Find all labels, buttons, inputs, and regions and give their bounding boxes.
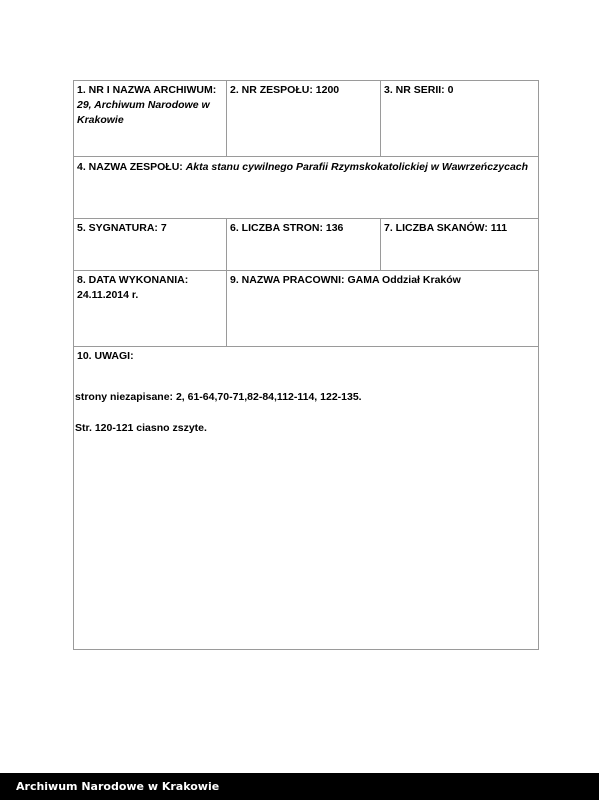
scans-count-value: 111 bbox=[490, 222, 508, 234]
signature-cell bbox=[74, 219, 227, 271]
date-label: 8. DATA WYKONANIA: bbox=[77, 274, 189, 286]
fonds-name-label: 4. NAZWA ZESPOŁU: bbox=[77, 161, 183, 173]
archive-cell bbox=[74, 81, 227, 157]
remarks-cell bbox=[74, 347, 538, 649]
signature-value: 7 bbox=[160, 222, 167, 234]
workshop-label: 9. NAZWA PRACOWNI: bbox=[230, 274, 345, 286]
signature-label: 5. SYGNATURA: bbox=[77, 222, 158, 234]
remarks-label: 10. UWAGI: bbox=[77, 350, 134, 362]
remarks-line-1: strony niezapisane: 2, 61-64,70-71,82-84,112-114, 122-135. bbox=[75, 391, 362, 403]
pages-count-label: 6. LICZBA STRON: bbox=[230, 222, 323, 234]
remarks-line-2: Str. 120-121 ciasno zszyte. bbox=[75, 422, 207, 434]
workshop-cell bbox=[227, 271, 538, 347]
fonds-name-value: Akta stanu cywilnego Parafii Rzymskokatolickiej w Wawrzeńczycach bbox=[185, 161, 529, 173]
fonds-name-cell bbox=[74, 157, 538, 219]
fonds-number-label: 2. NR ZESPOŁU: bbox=[230, 84, 313, 96]
metadata-form bbox=[73, 80, 539, 650]
footer-text: Archiwum Narodowe w Krakowie bbox=[16, 780, 220, 793]
series-number-value: 0 bbox=[447, 84, 454, 96]
scans-count-label: 7. LICZBA SKANÓW: bbox=[384, 222, 488, 234]
pages-count-value: 136 bbox=[325, 222, 344, 234]
archive-value: 29, Archiwum Narodowe w Krakowie bbox=[77, 99, 210, 126]
date-value: 24.11.2014 r. bbox=[77, 289, 139, 301]
date-cell bbox=[74, 271, 227, 347]
series-number-cell bbox=[381, 81, 538, 157]
series-number-label: 3. NR SERII: bbox=[384, 84, 445, 96]
archive-footer-bar bbox=[0, 773, 599, 800]
fonds-number-cell bbox=[227, 81, 381, 157]
archive-label: 1. NR I NAZWA ARCHIWUM: bbox=[77, 84, 217, 96]
scans-count-cell bbox=[381, 219, 538, 271]
workshop-value: GAMA Oddział Kraków bbox=[347, 274, 461, 286]
fonds-number-value: 1200 bbox=[315, 84, 340, 96]
pages-count-cell bbox=[227, 219, 381, 271]
